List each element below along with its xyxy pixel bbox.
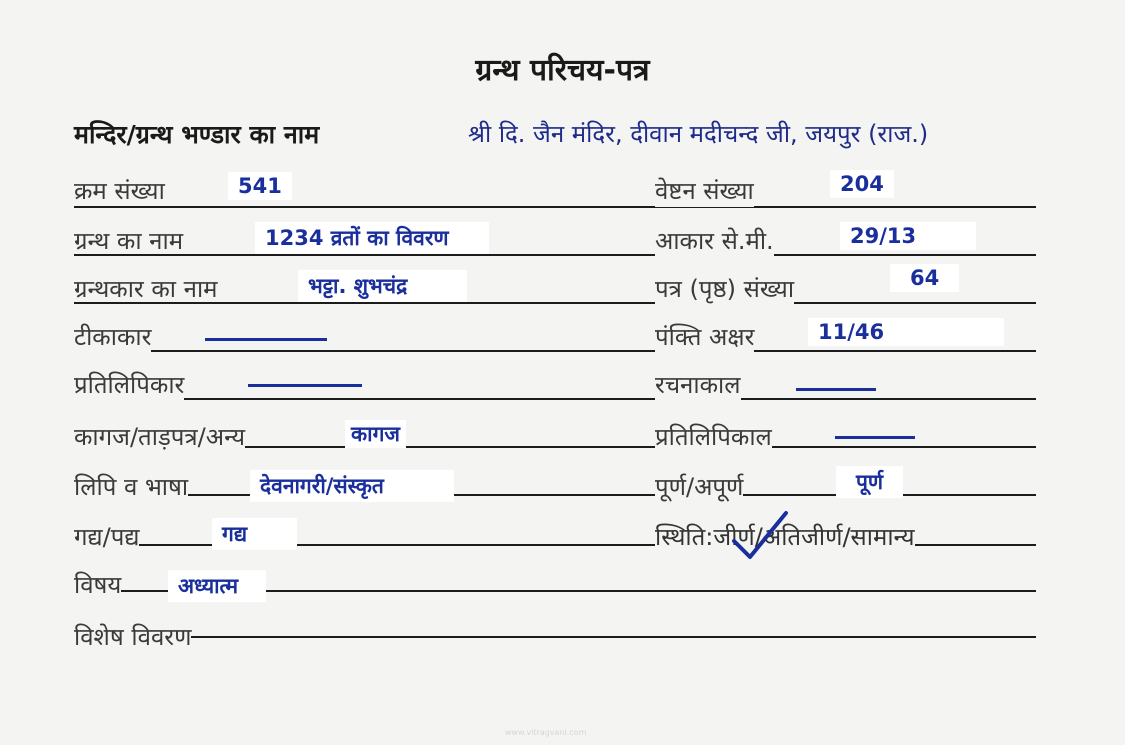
patra-sankhya-label: पत्र (पृष्ठ) संख्या (655, 272, 794, 305)
row-line (74, 206, 1036, 208)
bhandar-value: श्री दि. जैन मंदिर, दीवान मदीचन्द जी, जयपुर (राज.) (468, 120, 929, 148)
vishesh-label: विशेष विवरण (74, 620, 191, 653)
lipi-bhasha-value: देवनागरी/संस्कृत (250, 470, 454, 502)
purn-value: पूर्ण (836, 466, 903, 498)
tikakar-label: टीकाकार (74, 320, 151, 353)
gadya-padya-label: गद्य/पद्य (74, 520, 139, 553)
pratilipikar-blank-dash (248, 384, 362, 387)
gadya-padya-value: गद्य (212, 518, 297, 550)
row-line (74, 636, 1036, 638)
patra-sankhya-value: 64 (890, 264, 959, 292)
watermark: www.vitragvani.com (505, 728, 587, 737)
kram-sankhya-label: क्रम संख्या (74, 177, 165, 205)
row-line (74, 302, 1036, 304)
granthkar-value: भट्टा. शुभचंद्र (298, 270, 467, 302)
card-title: ग्रन्थ परिचय-पत्र (475, 53, 650, 88)
vishay-value: अध्यात्म (168, 570, 266, 602)
granth-naam-value: 1234 व्रतों का विवरण (255, 222, 489, 254)
kagaz-value: कागज (345, 420, 406, 448)
row-line (74, 254, 1036, 256)
tikakar-blank-dash (205, 338, 327, 341)
pankti-akshar-label: पंक्ति अक्षर (655, 320, 754, 353)
granth-naam-label: ग्रन्थ का नाम (74, 227, 184, 255)
row-line (74, 350, 1036, 352)
rachnakal-blank-dash (796, 388, 876, 391)
row-line (74, 398, 1036, 400)
pratilipikal-label: प्रतिलिपिकाल (655, 420, 772, 453)
kagaz-label: कागज/ताड़पत्र/अन्य (74, 420, 245, 453)
sthiti-label: स्थिति:जीर्ण/अतिजीर्ण/सामान्य (655, 520, 915, 553)
purn-label: पूर्ण/अपूर्ण (655, 470, 743, 503)
veshtan-sankhya-label: वेष्टन संख्या (655, 174, 754, 207)
pratilipikar-label: प्रतिलिपिकार (74, 368, 184, 401)
rachnakal-label: रचनाकाल (655, 368, 741, 401)
granthkar-label: ग्रन्थकार का नाम (74, 275, 218, 303)
vishay-label: विषय (74, 568, 121, 601)
kram-sankhya-value: 541 (228, 172, 292, 200)
checkmark-icon (728, 505, 792, 565)
lipi-bhasha-label: लिपि व भाषा (74, 470, 188, 503)
pratilipikal-blank-dash (835, 436, 915, 439)
aakar-value: 29/13 (840, 222, 976, 250)
bhandar-label: मन्दिर/ग्रन्थ भण्डार का नाम (74, 120, 320, 149)
aakar-label: आकार से.मी. (655, 224, 774, 257)
pankti-akshar-value: 11/46 (808, 318, 1004, 346)
veshtan-sankhya-value: 204 (830, 170, 894, 198)
